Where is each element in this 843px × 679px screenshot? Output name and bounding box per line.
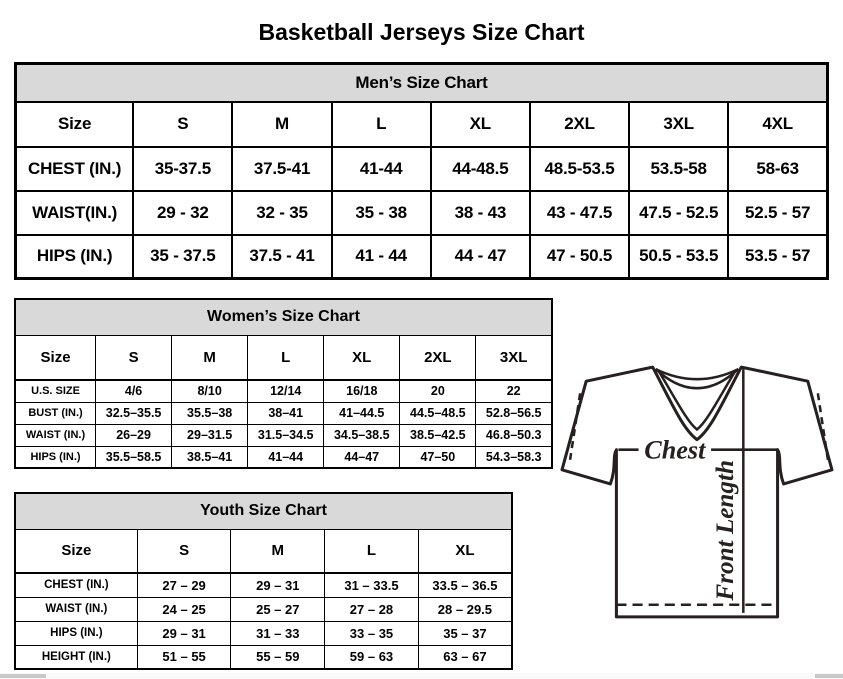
size-value-cell: 51 – 55 [137,645,231,669]
size-value-cell: 35 - 38 [332,191,431,235]
size-value-cell: 44-48.5 [431,147,530,191]
size-value-cell: 22 [476,380,552,402]
size-value-cell: 41–44.5 [324,402,400,424]
size-value-cell: 8/10 [172,380,248,402]
column-header: Size [15,529,137,573]
page-title: Basketball Jerseys Size Chart [258,19,585,46]
size-value-cell: 20 [400,380,476,402]
column-header: M [172,335,248,380]
size-value-cell: 35-37.5 [133,147,232,191]
size-value-cell: 31.5–34.5 [248,424,324,446]
size-value-cell: 12/14 [248,380,324,402]
size-value-cell: 41–44 [248,446,324,468]
size-value-cell: 35 – 37 [418,621,512,645]
size-value-cell: 44–47 [324,446,400,468]
size-value-cell: 53.5-58 [629,147,728,191]
column-header: Size [16,102,134,147]
size-value-cell: 38.5–42.5 [400,424,476,446]
size-value-cell: 27 – 28 [325,597,419,621]
size-value-cell: 24 – 25 [137,597,231,621]
column-header: XL [324,335,400,380]
size-value-cell: 29 – 31 [231,573,325,597]
size-value-cell: 37.5 - 41 [232,235,331,279]
size-value-cell: 41 - 44 [332,235,431,279]
size-value-cell: 44.5–48.5 [400,402,476,424]
front-length-label: Front Length [712,459,740,601]
column-header: S [137,529,231,573]
size-value-cell: 29 – 31 [137,621,231,645]
column-header: XL [418,529,512,573]
size-value-cell: 33.5 – 36.5 [418,573,512,597]
size-value-cell: 50.5 - 53.5 [629,235,728,279]
size-value-cell: 35 - 37.5 [133,235,232,279]
size-value-cell: 29–31.5 [172,424,248,446]
column-header: XL [431,102,530,147]
table-title: Men’s Size Chart [16,64,828,102]
column-header: M [231,529,325,573]
size-value-cell: 43 - 47.5 [530,191,629,235]
table-title: Women’s Size Chart [15,299,552,335]
column-header: M [232,102,331,147]
column-header: 2XL [400,335,476,380]
horizontal-scrollbar[interactable] [0,673,843,679]
size-value-cell: 52.5 - 57 [728,191,827,235]
women-size-table [14,298,553,469]
scrollbar-left-thumb[interactable] [0,674,46,678]
table-row [15,645,512,669]
size-value-cell: 47 - 50.5 [530,235,629,279]
size-value-cell: 38.5–41 [172,446,248,468]
table-row [15,573,512,597]
youth-size-chart [14,492,513,670]
column-header: L [248,335,324,380]
column-header: S [133,102,232,147]
jersey-outline-shape [562,367,832,617]
size-value-cell: 37.5-41 [232,147,331,191]
size-value-cell: 44 - 47 [431,235,530,279]
table-row [15,424,552,446]
size-value-cell: 4/6 [96,380,172,402]
size-value-cell: 38 - 43 [431,191,530,235]
size-value-cell: 33 – 35 [325,621,419,645]
table-row [15,380,552,402]
size-value-cell: 32 - 35 [232,191,331,235]
table-row [15,446,552,468]
column-header: Size [15,335,96,380]
size-value-cell: 48.5-53.5 [530,147,629,191]
column-header: 3XL [629,102,728,147]
column-header: 4XL [728,102,827,147]
table-row [15,402,552,424]
row-label: BUST (IN.) [15,402,96,424]
size-value-cell: 26–29 [96,424,172,446]
size-value-cell: 34.5–38.5 [324,424,400,446]
size-value-cell: 63 – 67 [418,645,512,669]
size-value-cell: 25 – 27 [231,597,325,621]
size-value-cell: 29 - 32 [133,191,232,235]
chest-label: Chest [644,435,706,465]
row-label: HEIGHT (IN.) [15,645,137,669]
youth-size-table [14,492,513,670]
column-header: 2XL [530,102,629,147]
size-value-cell: 27 – 29 [137,573,231,597]
row-label: CHEST (IN.) [15,573,137,597]
size-value-cell: 47.5 - 52.5 [629,191,728,235]
row-label: HIPS (IN.) [16,235,134,279]
size-value-cell: 41-44 [332,147,431,191]
size-value-cell: 32.5–35.5 [96,402,172,424]
size-value-cell: 52.8–56.5 [476,402,552,424]
size-value-cell: 16/18 [324,380,400,402]
size-value-cell: 55 – 59 [231,645,325,669]
row-label: WAIST(IN.) [16,191,134,235]
size-value-cell: 46.8–50.3 [476,424,552,446]
size-value-cell: 35.5–38 [172,402,248,424]
table-row [15,597,512,621]
mens-size-chart [14,62,829,280]
row-label: WAIST (IN.) [15,597,137,621]
column-header: L [325,529,419,573]
size-value-cell: 59 – 63 [325,645,419,669]
size-value-cell: 47–50 [400,446,476,468]
table-title: Youth Size Chart [15,493,512,529]
row-label: HIPS (IN.) [15,446,96,468]
row-label: WAIST (IN.) [15,424,96,446]
table-row [15,621,512,645]
column-header: L [332,102,431,147]
size-value-cell: 58-63 [728,147,827,191]
size-value-cell: 35.5–58.5 [96,446,172,468]
column-header: 3XL [476,335,552,380]
size-value-cell: 53.5 - 57 [728,235,827,279]
size-value-cell: 28 – 29.5 [418,597,512,621]
table-row [16,147,828,191]
size-value-cell: 31 – 33 [231,621,325,645]
row-label: U.S. SIZE [15,380,96,402]
table-row [16,191,828,235]
men-size-table [14,62,829,280]
womens-size-chart [14,298,553,469]
table-row [16,235,828,279]
size-value-cell: 31 – 33.5 [325,573,419,597]
row-label: HIPS (IN.) [15,621,137,645]
size-value-cell: 38–41 [248,402,324,424]
column-header: S [96,335,172,380]
jersey-measurement-diagram [560,360,838,628]
size-value-cell: 54.3–58.3 [476,446,552,468]
row-label: CHEST (IN.) [16,147,134,191]
scrollbar-right-thumb[interactable] [815,674,843,678]
